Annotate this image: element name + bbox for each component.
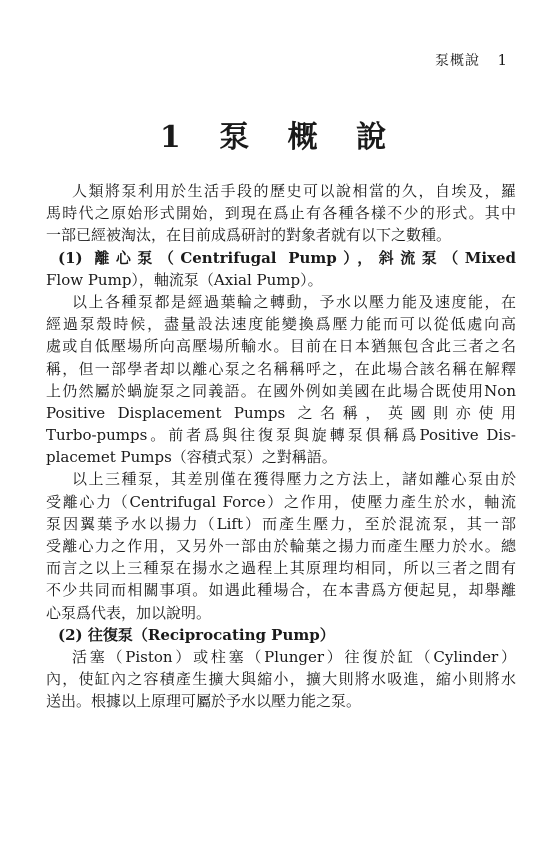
text-line: 馬時代之原始形式開始，到現在爲止有各種各樣不少的形式。其中 (46, 204, 516, 223)
text-line: 以上三種泵，其差別僅在獲得壓力之方法上，諸如離心泵由於 (72, 470, 516, 489)
text-line: 受離心力之作用，又另外一部由於輪葉之揚力而產生壓力於水。總 (46, 537, 516, 555)
section-heading: (1) 離心泵（Centrifugal Pump），斜流泵（Mixed (58, 248, 516, 267)
text-line: 處或自低壓場所向高壓場所輸水。目前在日本猶無包含此三者之名 (46, 337, 516, 356)
text-line: 心泵爲代表，加以說明。 (46, 603, 212, 622)
text-line: 上仍然屬於蝸旋泵之同義語。在國外例如美國在此場合既使用Non (46, 381, 516, 400)
text-line: 稱，但一部學者却以離心泵之名稱稱呼之，在此場合該名稱在解釋 (46, 359, 516, 378)
body-text (46, 180, 516, 713)
text-line: Flow Pump），軸流泵（Axial Pump）。 (46, 270, 323, 289)
text-line: 一部已經被淘汰，在目前成爲研討的對象者就有以下之數種。 (46, 226, 452, 245)
text-line: placemet Pumps（容積式泵）之對稱語。 (46, 448, 337, 467)
running-header (435, 50, 508, 70)
text-line: 以上各種泵都是經過葉輪之轉動，予水以壓力能及速度能，在 (72, 292, 516, 311)
text-line: 泵因翼葉予水以揚力（Lift）而產生壓力，至於混流泵，其一部 (46, 514, 516, 533)
text-line: 受離心力（Centrifugal Force）之作用，使壓力產生於水，軸流 (46, 492, 516, 511)
running-title: 泵概說 (435, 53, 480, 69)
page-number: 1 (497, 51, 508, 69)
text-line: 經過泵殼時候，盡量設法速度能變換爲壓力能而可以從低處向高 (46, 315, 516, 334)
text-line: 而言之以上三種泵在揚水之過程上其原理均相同，所以三者之間有 (46, 559, 516, 578)
text-line: Turbo-pumps。前者爲與往復泵與旋轉泵俱稱爲Positive Dis- (46, 426, 516, 445)
text-line: 不少共同而相關事項。如遇此種場合，在本書爲方便起見，却舉離 (46, 581, 516, 600)
text-line: 活塞（Piston）或柱塞（Plunger）往復於缸（Cylinder） (72, 647, 516, 666)
chapter-title: 1 泵 概 說 (159, 120, 401, 155)
text-line: 內，使缸內之容積產生擴大與縮小，擴大則將水吸進，縮小則將水 (46, 670, 516, 689)
text-line: 人類將泵利用於生活手段的歷史可以說相當的久，自埃及，羅 (72, 182, 516, 200)
text-line: 送出。根據以上原理可屬於予水以壓力能之泵。 (46, 692, 362, 711)
text-line: Positive Displacement Pumps 之名稱，英國則亦使用 (46, 403, 516, 422)
section-heading: (2) 往復泵（Reciprocating Pump） (58, 625, 335, 644)
